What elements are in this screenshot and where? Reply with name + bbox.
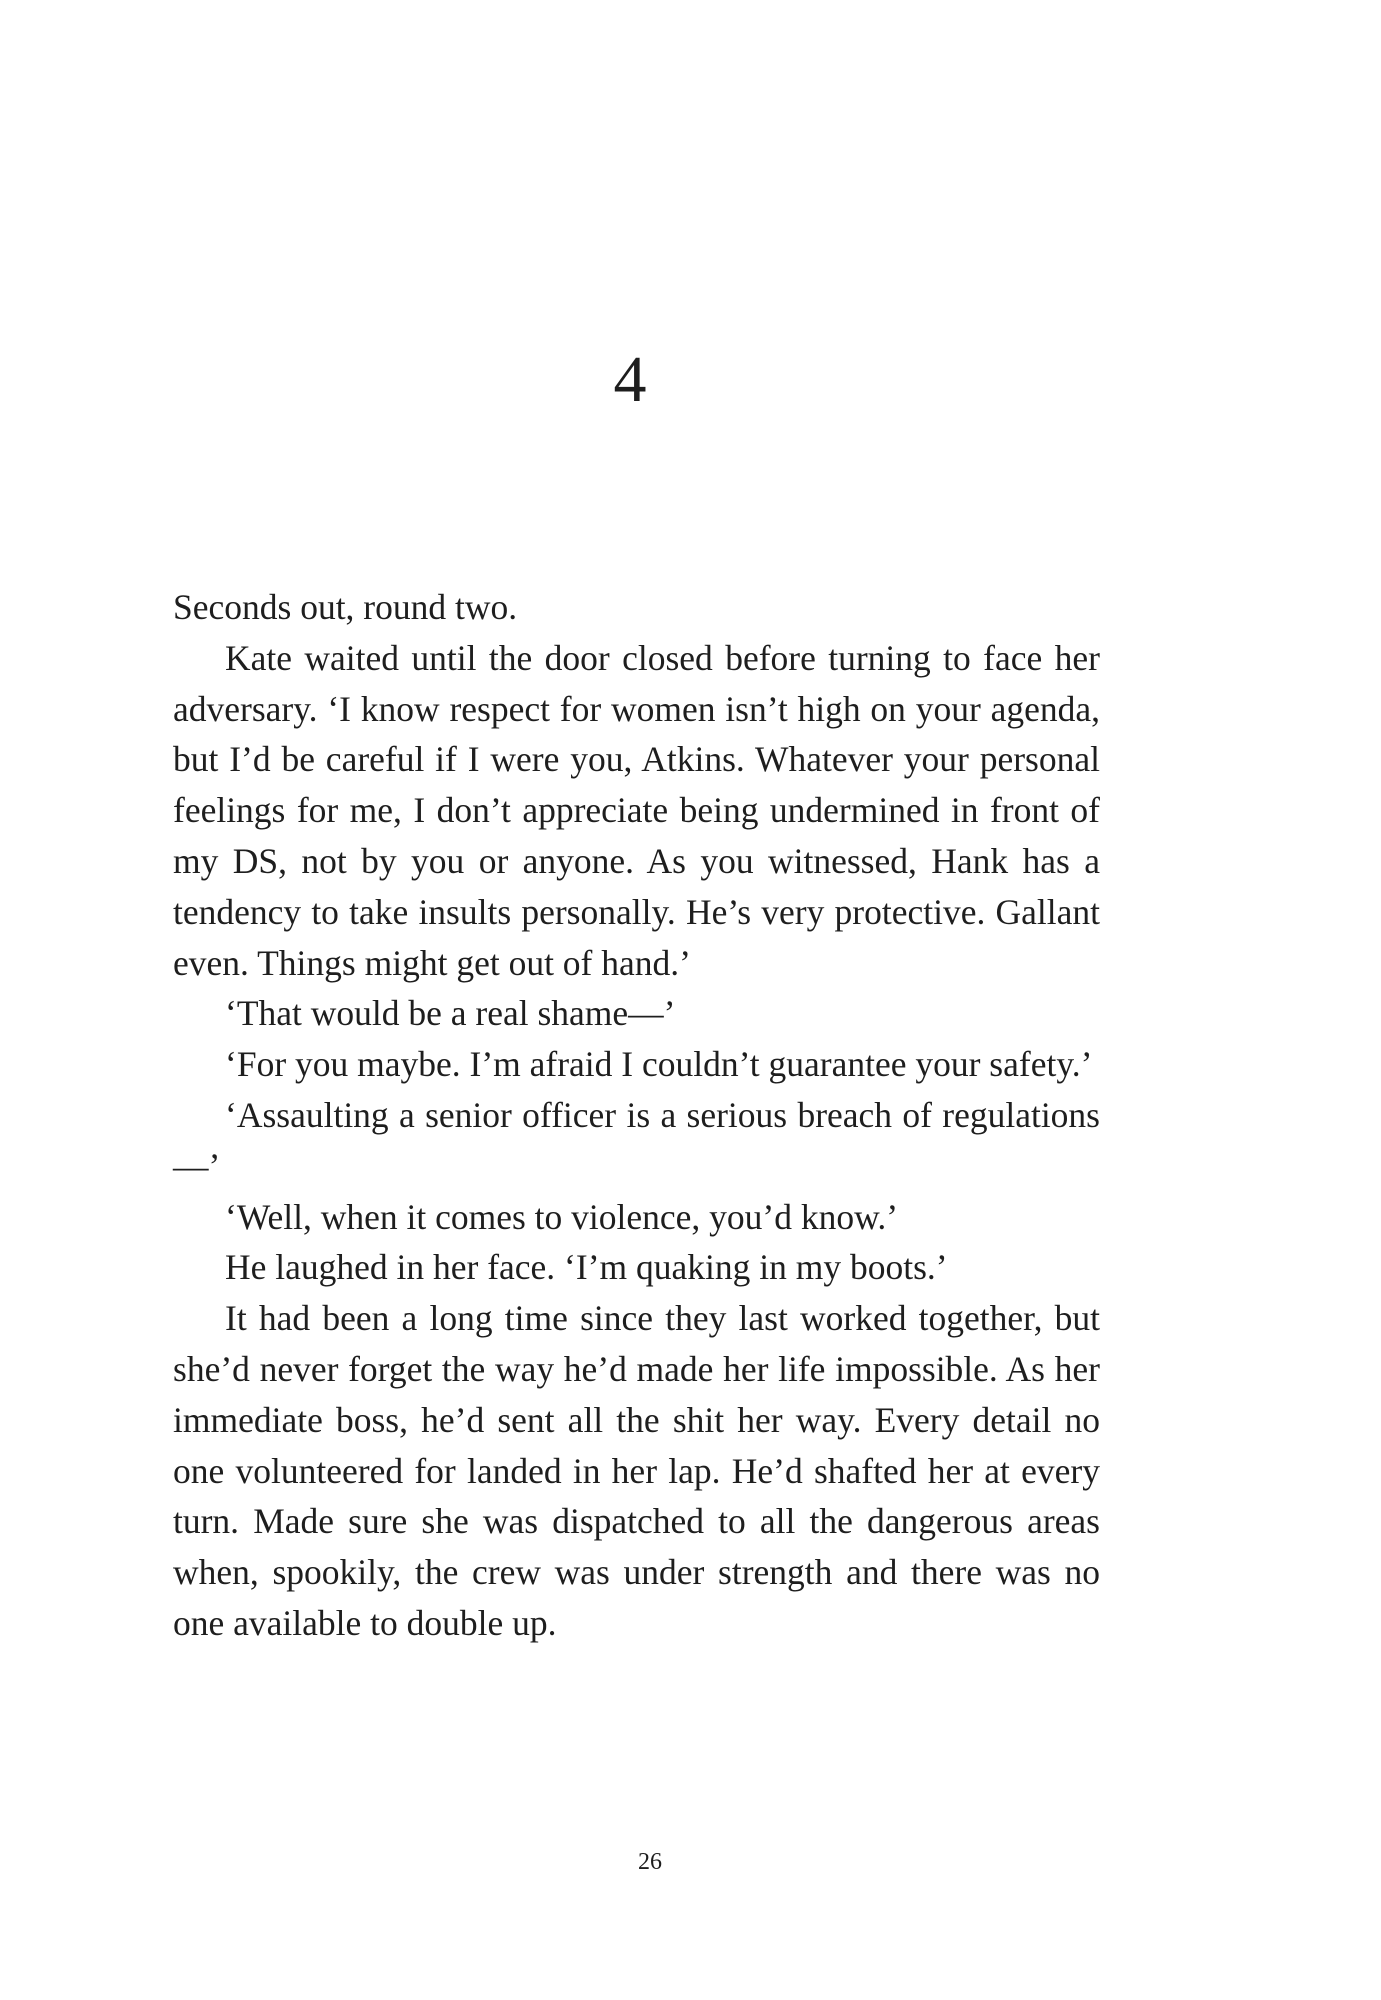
page-number: 26 <box>638 1849 662 1875</box>
paragraph-7: He laughed in her face. ‘I’m quaking in my boots.’ <box>225 1247 948 1288</box>
paragraph-2: Kate waited until the door closed before turning to face her adversary. ‘I know respect for women isn’t high on your agenda, but I’d be careful if I were you, Atkins. Whatever your personal feelings for me, I don’t appreciate being undermined in front of my DS, not by you or anyone. As you witnessed, Hank has a tendency to take insults personally. He’s very protective. Gallant even. Things might get out of hand.’ <box>173 637 1100 983</box>
paragraph-5: ‘Assaulting a senior officer is a serious breach of regulations—’ <box>173 1094 1100 1186</box>
paragraph-1: Seconds out, round two. <box>173 587 518 627</box>
paragraph-8: It had been a long time since they last worked together, but she’d never forget the way he’d made her life impossible. As her immediate boss, he’d sent all the shit her way. Every detail no one volunteered for landed in her lap. He’d shafted her at every turn. Made sure she was dispatched to all the dangerous areas when, spookily, the crew was under strength and there was no one available to double up. <box>173 1298 1100 1643</box>
paragraph-6: ‘Well, when it comes to violence, you’d know.’ <box>225 1196 899 1237</box>
paragraph-3: ‘That would be a real shame—’ <box>225 993 676 1034</box>
body-text <box>173 582 1100 1649</box>
chapter-number: 4 <box>613 343 647 416</box>
paragraph-4: ‘For you maybe. I’m afraid I couldn’t guarantee your safety.’ <box>225 1044 1093 1085</box>
